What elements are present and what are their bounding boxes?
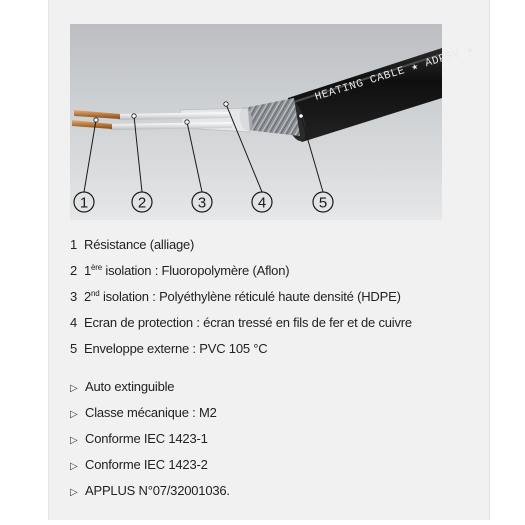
- spec-item-5: [70, 336, 412, 362]
- callout-number-2: 2: [137, 194, 147, 212]
- spec-number: 5: [70, 341, 78, 356]
- spec-item-3: [70, 284, 412, 310]
- triangle-bullet-icon: ▷: [70, 461, 78, 472]
- spec-item-1: [70, 232, 412, 258]
- feature-text: Classe mécanique : M2: [85, 405, 217, 420]
- feature-text: Conforme IEC 1423-1: [85, 431, 208, 446]
- cable-cutaway-diagram: [70, 24, 476, 220]
- spec-item-4: [70, 310, 412, 336]
- spec-item-2: [70, 258, 412, 284]
- spec-text: Ecran de protection : écran tressé en fils de fer et de cuivre: [84, 315, 412, 330]
- spec-number: 1: [70, 237, 78, 252]
- cable-print-text: HEATING CABLE ★ ADPSV ★: [313, 43, 476, 104]
- triangle-bullet-icon: ▷: [70, 383, 78, 394]
- callout-dot-3: [185, 120, 189, 124]
- spec-text: isolation : Polyéthylène réticulé haute densité (HDPE): [99, 289, 401, 304]
- triangle-bullet-icon: ▷: [70, 435, 78, 446]
- callout-dot-5: [299, 114, 303, 118]
- feature-item: [70, 478, 230, 504]
- spec-ordinal-suffix: nd: [91, 289, 100, 298]
- feature-text: Auto extinguible: [85, 379, 175, 394]
- callout-dot-1: [94, 118, 98, 122]
- callout-number-4: 4: [257, 194, 267, 212]
- callout-dot-4: [224, 102, 228, 106]
- spec-text: isolation : Fluoropolymère (Aflon): [102, 263, 290, 278]
- feature-item: [70, 452, 230, 478]
- spec-ordinal: 1: [84, 263, 92, 278]
- triangle-bullet-icon: ▷: [70, 487, 78, 498]
- spec-number: 3: [70, 289, 78, 304]
- spec-number: 4: [70, 315, 78, 330]
- callout-number-1: 1: [79, 194, 89, 212]
- feature-text: APPLUS N°07/32001036.: [85, 483, 230, 498]
- spec-number: 2: [70, 263, 78, 278]
- feature-list: [70, 374, 230, 504]
- callout-number-3: 3: [197, 194, 207, 212]
- callout-line-3: [187, 122, 202, 192]
- callout-number-5: 5: [318, 194, 328, 212]
- component-spec-list: [70, 232, 412, 362]
- braid-shield: [244, 98, 300, 136]
- callout-dot-2: [132, 114, 136, 118]
- spec-ordinal-suffix: ère: [91, 263, 102, 272]
- spec-text: Résistance (alliage): [84, 237, 195, 252]
- feature-item: [70, 426, 230, 452]
- triangle-bullet-icon: ▷: [70, 409, 78, 420]
- spec-ordinal: 2: [84, 289, 92, 304]
- callout-line-1: [84, 120, 96, 192]
- feature-item: [70, 374, 230, 400]
- cable-cutaway-illustration: [70, 24, 476, 220]
- conductor-b: [72, 120, 112, 129]
- feature-text: Conforme IEC 1423-2: [85, 457, 208, 472]
- spec-text: Enveloppe externe : PVC 105 °C: [84, 341, 268, 356]
- feature-item: [70, 400, 230, 426]
